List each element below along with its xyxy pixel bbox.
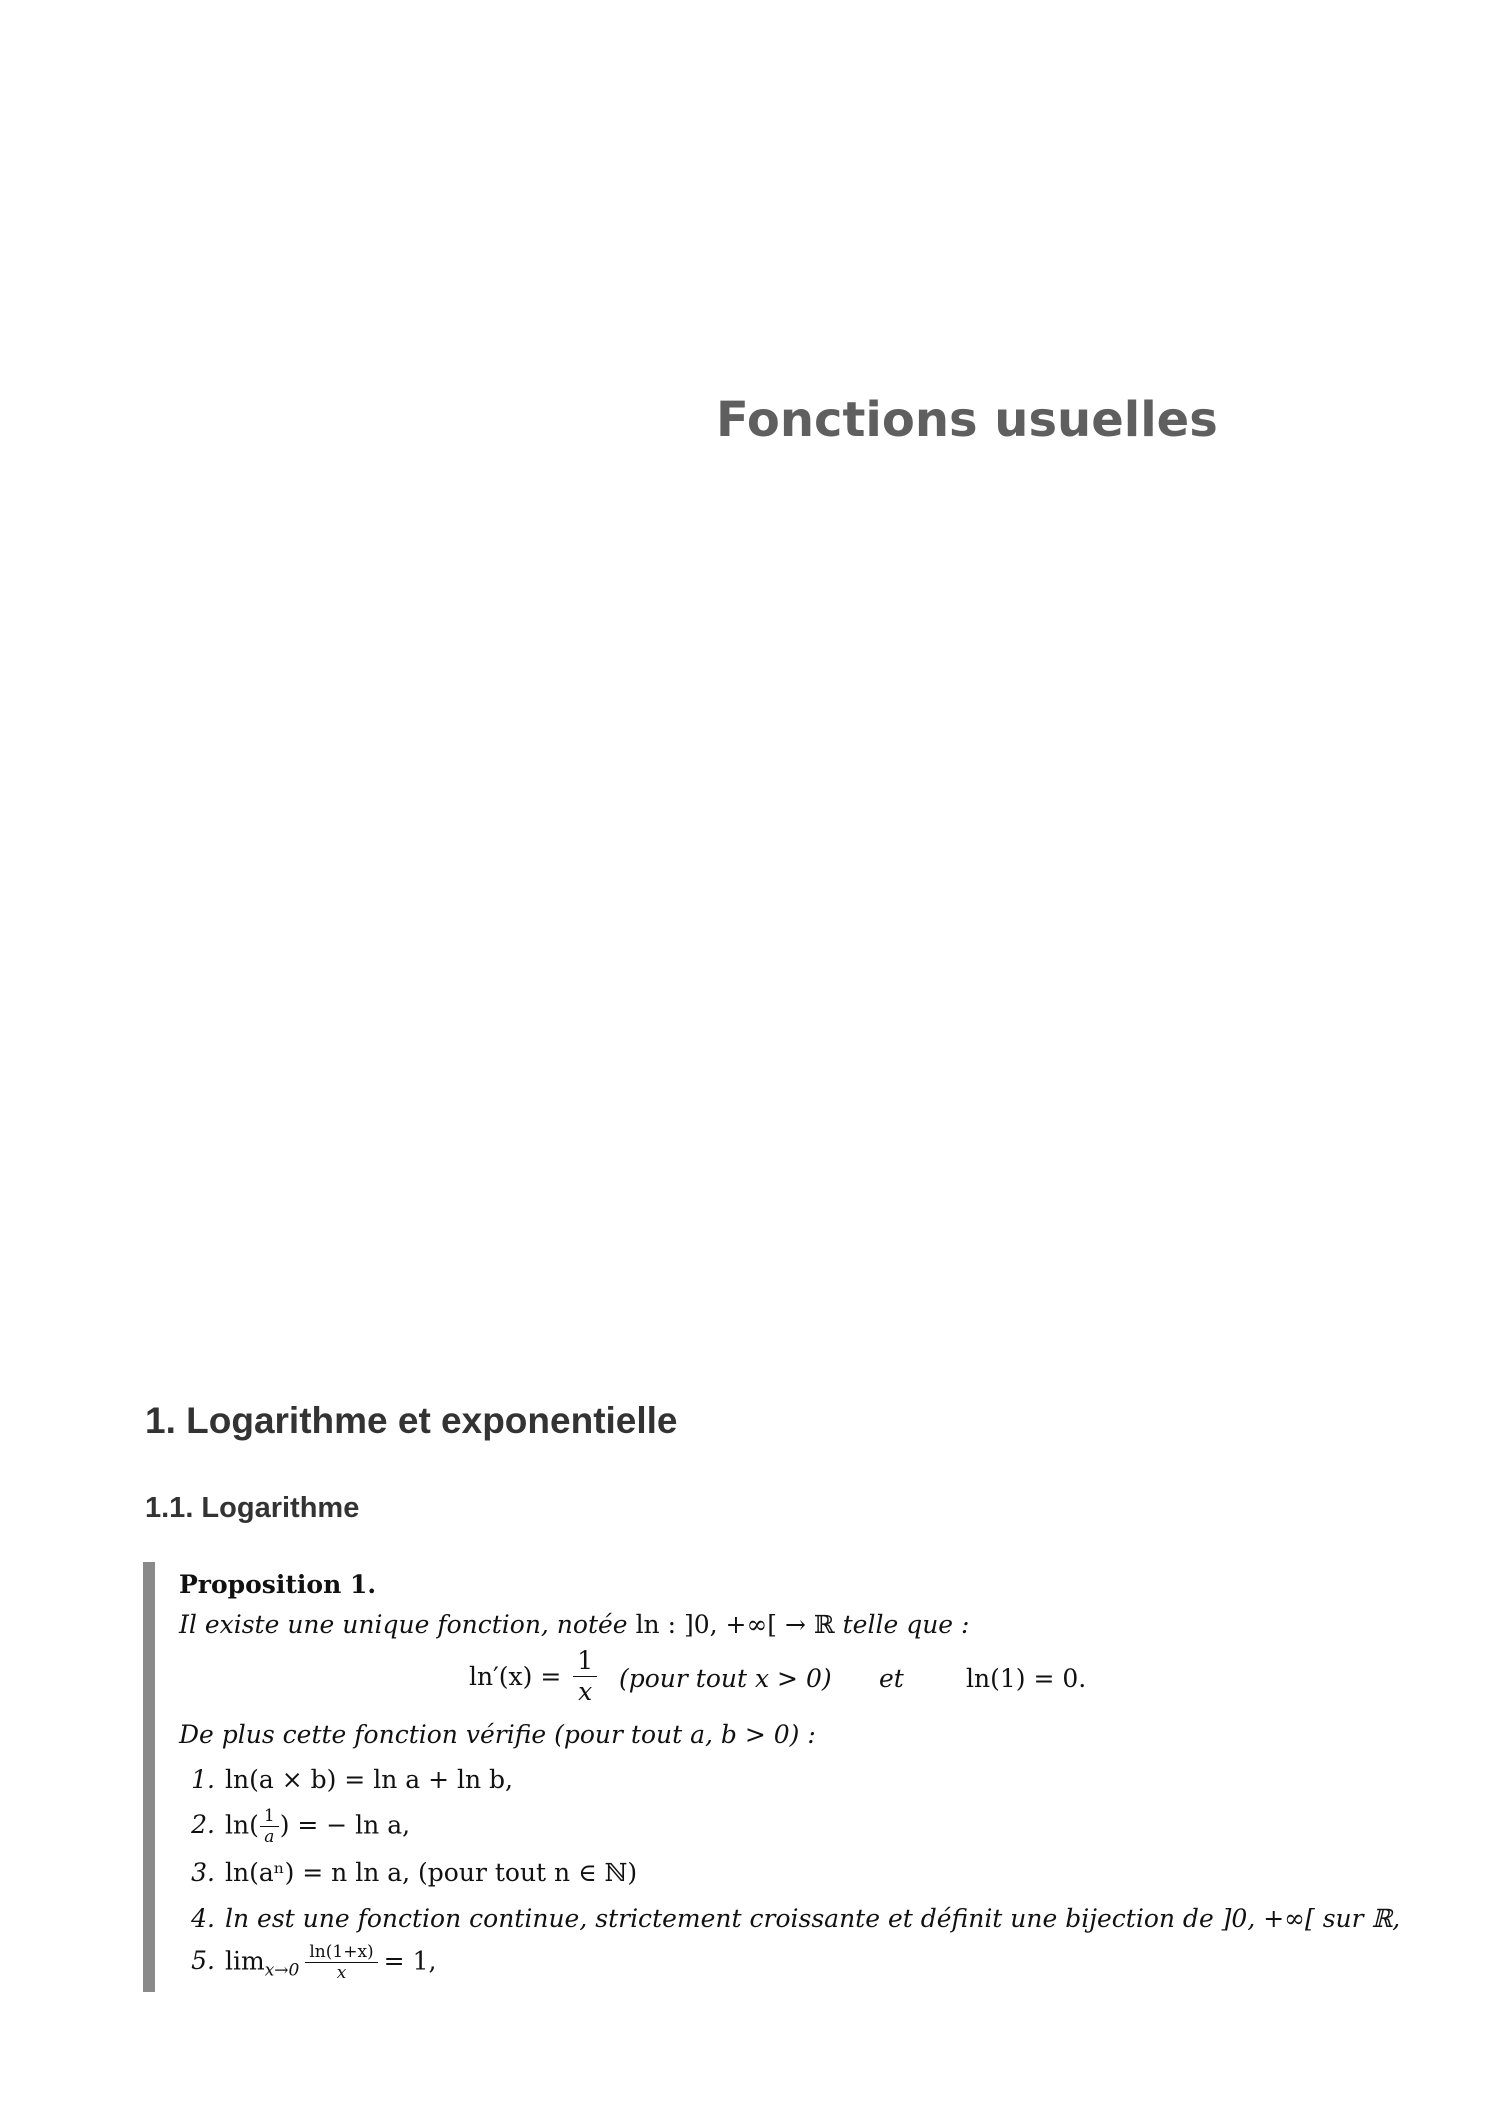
list-item-number: 3. [191, 1858, 215, 1887]
list-item [179, 1860, 637, 1885]
list-item-pre: lim [225, 1946, 265, 1976]
properties-intro: De plus cette fonction vérifie (pour tout a, b > 0) : [179, 1720, 816, 1749]
proposition-content [179, 1562, 1401, 1992]
intro-tail: telle que : [842, 1610, 970, 1639]
list-item [179, 1806, 410, 1848]
list-item-frac-num: 1 [260, 1806, 279, 1827]
formula-frac-num: 1 [573, 1646, 597, 1677]
list-item-number: 4. [191, 1904, 215, 1933]
definition-formula [179, 1646, 1279, 1716]
intro-text: Il existe une unique fonction, notée [179, 1610, 628, 1639]
formula-rhs: ln(1) = 0. [966, 1664, 1087, 1693]
formula-lhs-group [469, 1646, 601, 1707]
list-item-frac-den: x [336, 1963, 347, 1984]
proposition-side-bar [143, 1562, 155, 1992]
formula-lhs: ln′(x) = [469, 1662, 562, 1691]
subsection-title: 1.1. Logarithme [145, 1492, 360, 1524]
list-item-number: 1. [191, 1765, 215, 1794]
list-item-text: ln(a × b) = ln a + ln b, [225, 1765, 513, 1794]
list-item-post: ) = − ln a, [279, 1810, 411, 1840]
intro-math: ln : ]0, +∞[ → ℝ [635, 1610, 835, 1639]
list-item-frac-num: ln(1+x) [305, 1942, 377, 1963]
list-item-text: ln est une fonction continue, strictement croissante et définit une bijection de ]0, +∞[ sur ℝ, [225, 1904, 1401, 1933]
list-item-fraction [305, 1942, 377, 1984]
formula-condition: (pour tout x > 0) [619, 1664, 832, 1693]
proposition-intro [179, 1612, 969, 1637]
proposition-box [143, 1562, 1401, 1992]
list-item-pre: ln( [225, 1810, 259, 1840]
list-item-text: ln(aⁿ) = n ln a, (pour tout n ∈ ℕ) [225, 1858, 638, 1887]
proposition-title: Proposition 1. [179, 1570, 377, 1599]
list-item-fraction [260, 1806, 279, 1848]
list-item [179, 1942, 436, 1984]
list-item-post: = 1, [383, 1946, 437, 1976]
formula-frac-den: x [578, 1677, 593, 1706]
section-title: 1. Logarithme et exponentielle [145, 1400, 678, 1441]
formula-et: et [879, 1664, 904, 1693]
list-item [179, 1767, 513, 1792]
list-item-sub: x→0 [264, 1960, 300, 1981]
list-item-number: 5. [191, 1946, 215, 1976]
list-item-frac-den: a [264, 1827, 275, 1848]
formula-fraction [573, 1646, 597, 1707]
chapter-title: Fonctions usuelles [716, 392, 1218, 448]
list-item-number: 2. [191, 1810, 215, 1840]
list-item [179, 1906, 1400, 1931]
